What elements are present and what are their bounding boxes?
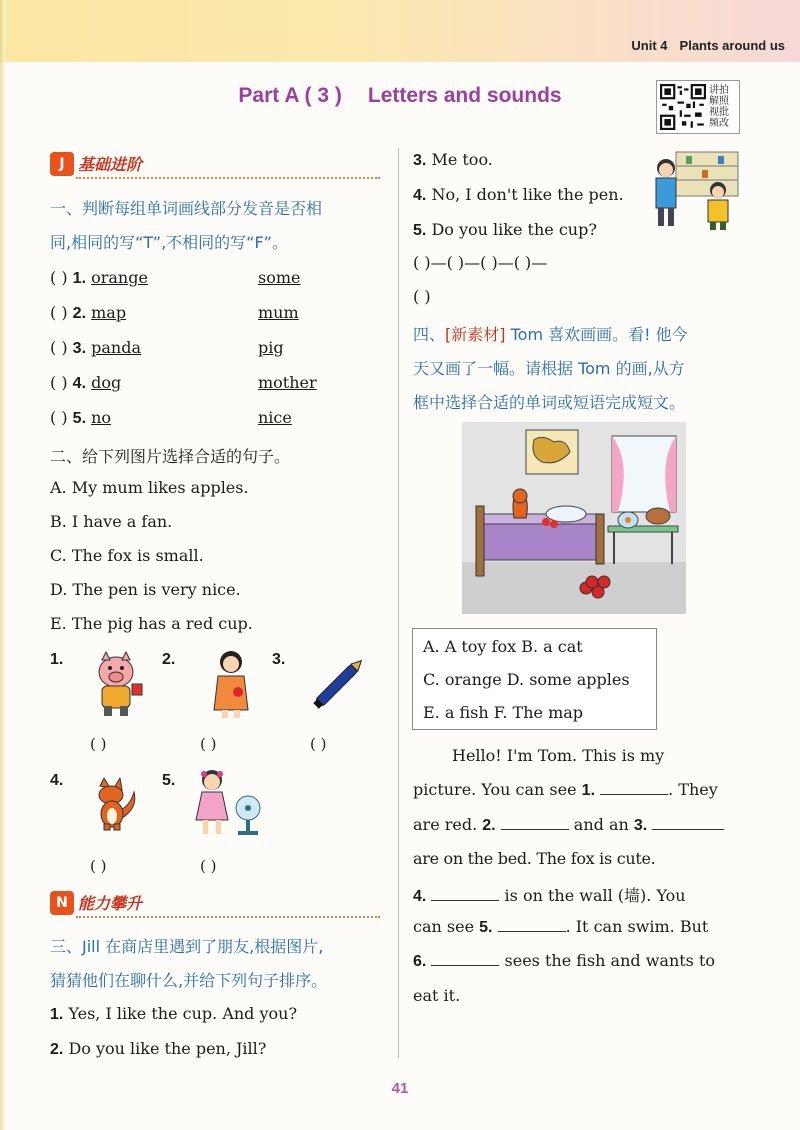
answer-paren[interactable]: ( ) [50, 338, 68, 357]
section-rule [76, 916, 380, 919]
column-divider [398, 148, 399, 1058]
pig-with-cup-illustration [88, 650, 150, 720]
q3-sentence [413, 185, 624, 205]
word-1: orange [91, 268, 148, 287]
answer-paren[interactable]: ( ) [50, 408, 68, 427]
running-header [565, 38, 785, 53]
q1-item [50, 338, 141, 358]
pic-number: 4. [50, 772, 64, 789]
q3-sentence [413, 220, 597, 240]
blank-number: 2. [482, 817, 496, 834]
q2-option: A. My mum likes apples. [50, 478, 249, 497]
word-2: nice [258, 408, 292, 427]
answer-paren[interactable]: ( ) [50, 373, 68, 392]
passage-text: sees the fish and wants to [499, 951, 716, 970]
sentence-text: Yes, I like the cup. And you? [68, 1004, 298, 1023]
passage-text: are red. [413, 815, 483, 834]
q2-option: E. The pig has a red cup. [50, 614, 253, 633]
q2-option: B. I have a fan. [50, 512, 173, 531]
section-basic-header [50, 150, 380, 178]
pen-illustration [303, 648, 373, 720]
q3-sentence [50, 1039, 266, 1059]
order-answer-line[interactable]: ( )—( )—( )—( )— [413, 253, 548, 272]
item-number: 3. [72, 340, 87, 357]
sentence-text: Do you like the pen, Jill? [68, 1039, 267, 1058]
passage-line [413, 951, 715, 971]
passage-line [413, 815, 724, 835]
q4-instruction-line3: 框中选择合适的单词或短语完成短文。 [413, 393, 686, 412]
section-basic-label: 基础进阶 [78, 155, 143, 174]
passage-line [413, 917, 708, 937]
q4-instruction-text: Tom 喜欢画画。看! 他今 [505, 325, 688, 344]
new-material-tag: [新素材] [445, 325, 506, 344]
word-2: mum [258, 303, 299, 322]
word-2: pig [258, 338, 284, 357]
answer-paren[interactable]: ( ) [50, 303, 68, 322]
pic-number: 5. [162, 772, 176, 789]
word-2: mother [258, 373, 317, 392]
unit-number: Unit 4 [631, 38, 668, 53]
item-number: 1. [72, 270, 87, 287]
passage-text: is on the wall (墙). You [499, 886, 686, 905]
passage-text: picture. You can see [413, 780, 582, 799]
passage-line: Hello! I'm Tom. This is my [452, 746, 665, 765]
blank-number: 1. [581, 782, 596, 799]
mum-with-apple-illustration [208, 648, 254, 722]
word-2: some [258, 268, 301, 287]
pic-number: 3. [272, 651, 286, 668]
item-number: 4. [72, 375, 87, 392]
page-number: 41 [391, 1080, 409, 1097]
order-answer-line-end[interactable]: ( ) [413, 287, 431, 306]
word-1: map [91, 303, 127, 322]
q2-instruction: 二、给下列图片选择合适的句子。 [50, 447, 291, 466]
answer-paren[interactable]: ( ) [200, 857, 217, 875]
answer-blank[interactable] [600, 782, 668, 795]
item-number: 1. [50, 1006, 64, 1023]
q3-sentence [413, 150, 493, 170]
passage-line: are on the bed. The fox is cute. [413, 849, 656, 868]
lesson-title: Letters and sounds [367, 84, 562, 107]
passage-text: and an [568, 815, 634, 834]
word-bank-row: E. a fish F. The map [423, 703, 584, 722]
q4-prefix: 四、 [413, 325, 446, 344]
word-1: panda [91, 338, 141, 357]
answer-blank[interactable] [431, 888, 499, 901]
word-bank-row: C. orange D. some apples [423, 670, 630, 689]
passage-line [413, 780, 718, 800]
q2-option: D. The pen is very nice. [50, 580, 241, 599]
answer-paren[interactable]: ( ) [90, 857, 107, 875]
fox-illustration [92, 778, 140, 832]
q1-item [50, 303, 126, 323]
part-label: Part A ( 3 ) [238, 84, 342, 107]
q1-item [50, 268, 148, 288]
q1-instruction-line1: 一、判断每组单词画线部分发音是否相 [50, 199, 323, 218]
passage-line [413, 883, 686, 906]
qr-code-block[interactable] [656, 80, 740, 134]
answer-paren[interactable]: ( ) [50, 268, 68, 287]
q2-option: C. The fox is small. [50, 546, 204, 565]
pic-number: 2. [162, 651, 176, 668]
passage-line: eat it. [413, 986, 461, 1005]
item-number: 4. [413, 187, 427, 204]
q1-instruction-line2: 同,相同的写“T”,不相同的写“F”。 [50, 233, 288, 252]
section-advanced-header [50, 889, 380, 917]
passage-text: . It can swim. But [565, 917, 709, 936]
shop-friends-illustration [646, 150, 740, 230]
blank-number: 4. [413, 888, 427, 905]
answer-paren[interactable]: ( ) [90, 735, 107, 753]
answer-paren[interactable]: ( ) [310, 735, 327, 753]
word-bank-box [412, 628, 657, 730]
item-number: 2. [50, 1041, 64, 1058]
sentence-text: No, I don't like the pen. [431, 185, 624, 204]
section-rule [76, 177, 380, 180]
sentence-text: Do you like the cup? [431, 220, 597, 239]
word-bank-row: A. A toy fox B. a cat [423, 637, 583, 656]
passage-text: can see [413, 917, 480, 936]
page-title [150, 84, 650, 108]
word-1: no [91, 408, 112, 427]
q1-item [50, 408, 111, 428]
q4-instruction-line2: 天又画了一幅。请根据 Tom 的画,从方 [413, 359, 685, 378]
blank-number: 3. [633, 817, 648, 834]
blank-number: 5. [479, 919, 493, 936]
q3-instruction-line2: 猜猜他们在聊什么,并给下列句子排序。 [50, 971, 328, 990]
page-edge [0, 0, 6, 1130]
q3-sentence [50, 1004, 297, 1024]
section-badge-icon: J [50, 152, 74, 176]
answer-blank[interactable] [652, 817, 724, 830]
section-badge-icon: N [50, 891, 74, 915]
answer-blank[interactable] [498, 919, 566, 932]
item-number: 5. [72, 410, 87, 427]
q1-item [50, 373, 121, 393]
word-1: dog [91, 373, 122, 392]
section-advanced-label: 能力攀升 [78, 894, 143, 913]
item-number: 5. [413, 222, 427, 239]
qr-code-icon [660, 84, 706, 130]
unit-title: Plants around us [679, 38, 785, 53]
item-number: 2. [72, 305, 87, 322]
passage-text: . They [668, 780, 718, 799]
answer-blank[interactable] [501, 817, 569, 830]
answer-blank[interactable] [431, 953, 499, 966]
item-number: 3. [413, 152, 427, 169]
pic-number: 1. [50, 651, 64, 668]
girl-with-fan-illustration [190, 768, 270, 840]
blank-number: 6. [413, 953, 427, 970]
qr-caption: 讲拍解照视批频改 [709, 85, 729, 129]
q3-instruction-line1: 三、Jill 在商店里遇到了朋友,根据图片, [50, 937, 324, 956]
tom-room-drawing [462, 422, 686, 614]
sentence-text: Me too. [431, 150, 493, 169]
q4-instruction-line1 [413, 322, 688, 345]
answer-paren[interactable]: ( ) [200, 735, 217, 753]
